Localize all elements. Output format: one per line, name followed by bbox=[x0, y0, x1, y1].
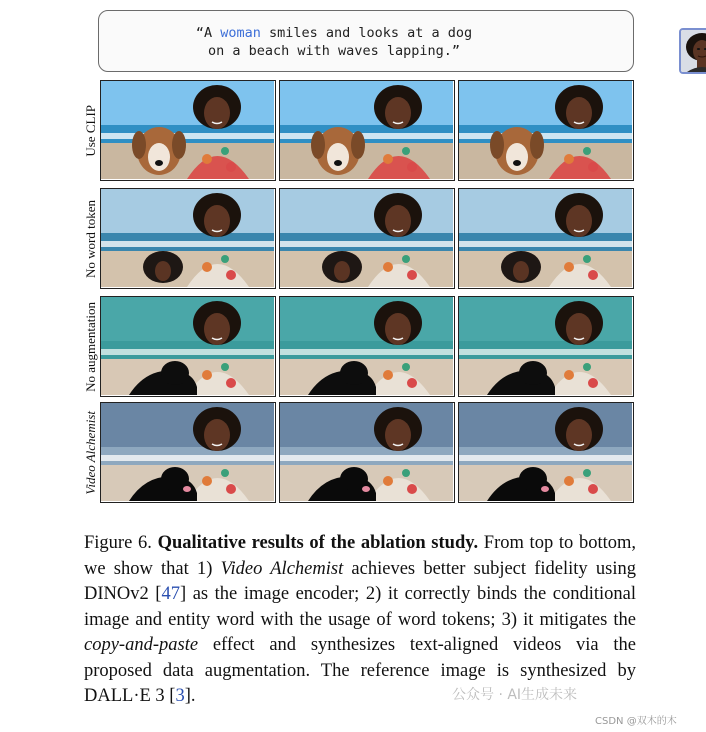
caption-copy-paste: copy-and-paste bbox=[84, 635, 199, 655]
prompt-line-1 bbox=[99, 24, 569, 42]
caption-text-2: achieves better subject fidelity using DINOv2 [ bbox=[84, 558, 636, 604]
reference-image bbox=[679, 28, 706, 74]
row-label-use-clip: Use CLIP bbox=[83, 105, 98, 157]
result-frame bbox=[458, 402, 634, 503]
caption-method-name: Video Alchemist bbox=[220, 558, 344, 579]
result-frame bbox=[279, 402, 455, 503]
caption-text-5: ]. bbox=[184, 686, 196, 706]
caption-title: Qualitative results of the ablation study. bbox=[157, 533, 479, 553]
result-frame bbox=[279, 80, 455, 181]
caption-text-3: ] as the image encoder; 2) it correctly binds the conditional image and entity word with the usage of word tokens; 3) it mitigates the bbox=[84, 584, 636, 630]
result-frame bbox=[100, 402, 276, 503]
prompt-keyword: woman bbox=[220, 25, 261, 41]
result-frame bbox=[279, 296, 455, 397]
caption-text-1: From top to bottom, we show that 1) bbox=[84, 533, 637, 579]
prompt-text bbox=[99, 24, 569, 60]
figure-caption bbox=[84, 531, 636, 710]
result-frame bbox=[100, 188, 276, 289]
prompt-box bbox=[98, 10, 634, 72]
result-frame bbox=[458, 188, 634, 289]
result-frame bbox=[458, 80, 634, 181]
result-frame bbox=[458, 296, 634, 397]
row-label-video-alchemist: Video Alchemist bbox=[83, 411, 98, 495]
figure-label: Figure 6. bbox=[84, 533, 152, 553]
row-label-no-augmentation: No augmentation bbox=[83, 302, 98, 392]
prompt-line1-rest: smiles and looks at a dog bbox=[260, 25, 473, 41]
result-frame bbox=[100, 80, 276, 181]
prompt-open-quote: “A bbox=[195, 25, 221, 41]
prompt-line-2: on a beach with waves lapping.” bbox=[208, 43, 460, 59]
row-label-no-word-token: No word token bbox=[83, 200, 98, 278]
watermark-csdn: CSDN @双木的木 bbox=[595, 716, 677, 727]
citation-link-3[interactable]: 3 bbox=[175, 686, 185, 706]
citation-link-47[interactable]: 47 bbox=[161, 584, 180, 604]
caption-text-4: effect and synthesizes text-aligned videos via the proposed data augmentation. The reference image is synthesized by DALL·E 3 [ bbox=[84, 635, 636, 706]
watermark-wechat: 公众号 · AI生成未来 bbox=[452, 687, 578, 703]
result-frame bbox=[100, 296, 276, 397]
result-frame bbox=[279, 188, 455, 289]
